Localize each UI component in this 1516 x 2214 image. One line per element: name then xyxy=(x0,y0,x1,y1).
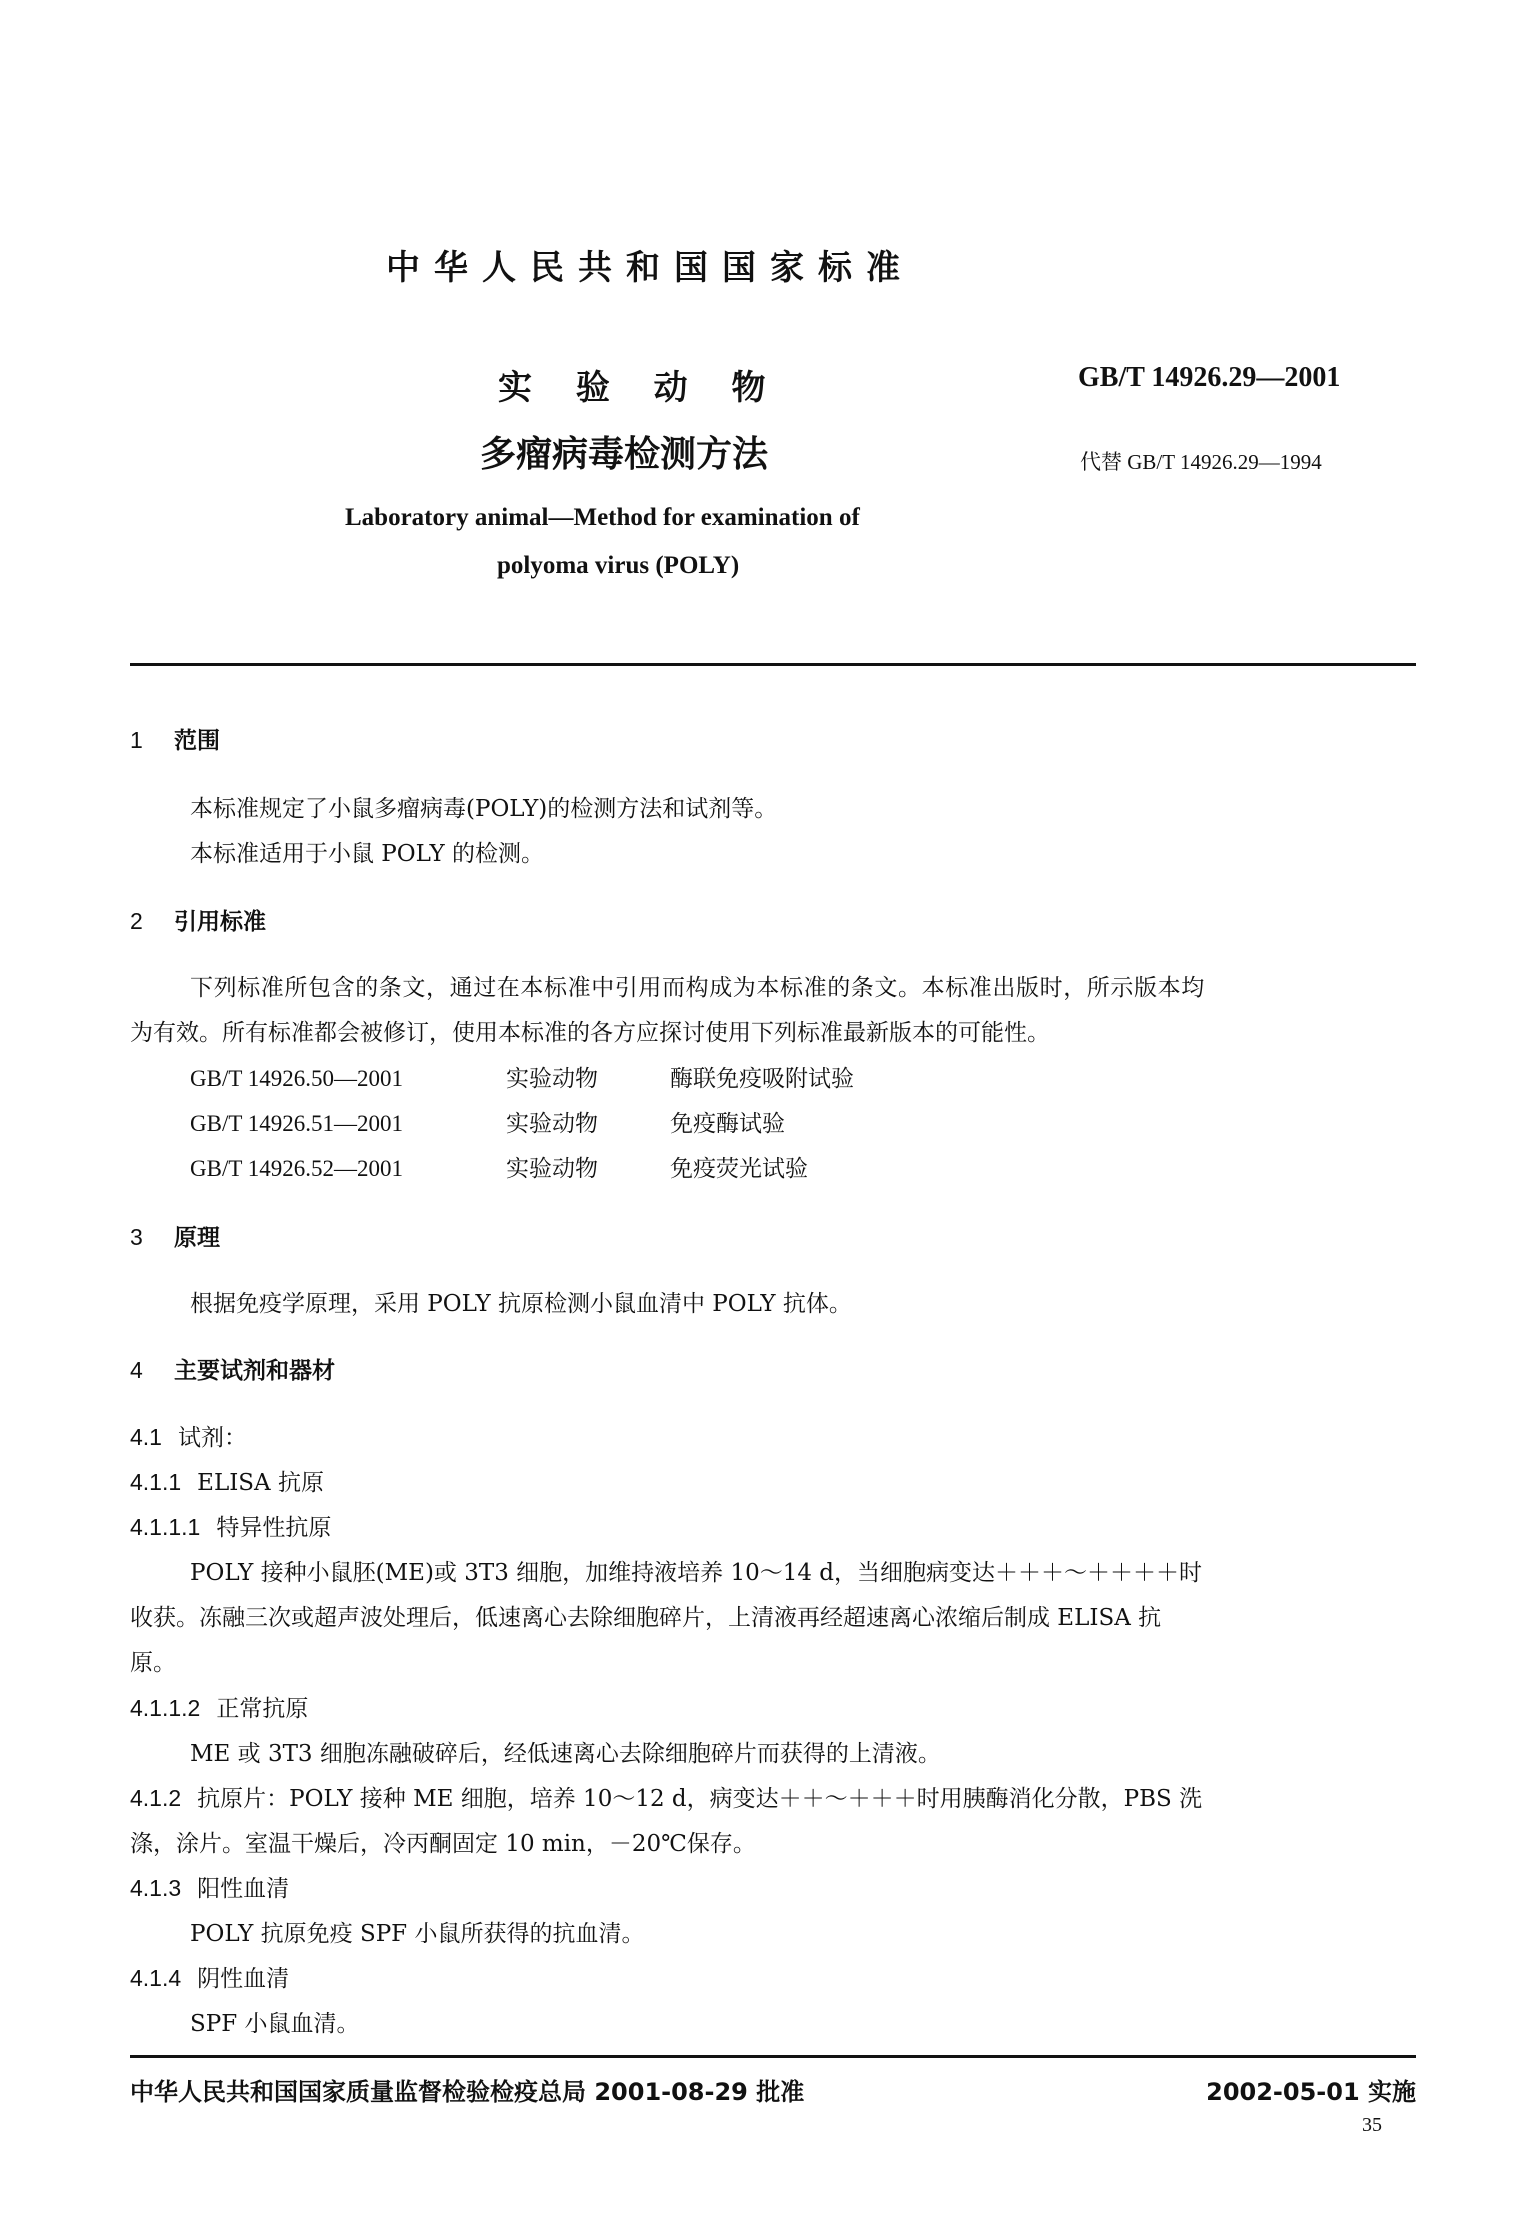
reference-title: 酶联免疫吸附试验 xyxy=(670,1066,854,1092)
clause-text: 抗原片：POLY 接种 ME 细胞，培养 10～12 d，病变达＋＋～＋＋＋时用胰酶消化分散，PBS 洗 xyxy=(197,1786,1203,1812)
page-number: 35 xyxy=(1362,2114,1382,2136)
clause-title: 阳性血清 xyxy=(197,1876,290,1902)
section-3-heading xyxy=(130,1219,220,1252)
standard-title-line1: 实 验 动 物 xyxy=(498,368,782,408)
paragraph: POLY 接种小鼠胚(ME)或 3T3 细胞，加维持液培养 10～14 d，当细胞病变达＋＋＋～＋＋＋＋时 xyxy=(190,1560,1203,1586)
clause-number: 4.1.3 xyxy=(130,1875,182,1901)
clause-4-1-4 xyxy=(130,1960,289,1993)
clause-4-1-2 xyxy=(130,1780,1202,1813)
paragraph: SPF 小鼠血清。 xyxy=(190,2011,360,2037)
paragraph: 本标准适用于小鼠 POLY 的检测。 xyxy=(190,841,544,867)
standard-title-line2: 多瘤病毒检测方法 xyxy=(480,434,769,475)
section-title: 引用标准 xyxy=(174,909,266,935)
standard-code: GB/T 14926.29—2001 xyxy=(1078,362,1341,393)
clause-title: ELISA 抗原 xyxy=(197,1470,324,1496)
english-title-line1: Laboratory animal—Method for examination of xyxy=(345,504,860,531)
paragraph: 为有效。所有标准都会被修订，使用本标准的各方应探讨使用下列标准最新版本的可能性。 xyxy=(130,1020,1050,1046)
clause-4-1-1-1 xyxy=(130,1509,331,1542)
english-title-line2: polyoma virus (POLY) xyxy=(497,552,740,579)
header-divider xyxy=(130,663,1416,666)
section-number: 4 xyxy=(130,1357,143,1383)
clause-number: 4.1.2 xyxy=(130,1785,182,1811)
paragraph: 根据免疫学原理，采用 POLY 抗原检测小鼠血清中 POLY 抗体。 xyxy=(190,1291,852,1317)
reference-title: 免疫荧光试验 xyxy=(670,1156,808,1182)
clause-4-1-3 xyxy=(130,1870,289,1903)
reference-title: 免疫酶试验 xyxy=(670,1111,785,1137)
reference-subject: 实验动物 xyxy=(506,1066,598,1092)
clause-4-1-1 xyxy=(130,1464,324,1497)
section-title: 原理 xyxy=(174,1225,220,1251)
clause-4-1 xyxy=(130,1419,247,1452)
clause-4-1-1-2 xyxy=(130,1690,308,1723)
reference-item xyxy=(190,1060,854,1093)
paragraph: 下列标准所包含的条文，通过在本标准中引用而构成为本标准的条文。本标准出版时，所示版本均 xyxy=(190,975,1205,1001)
reference-subject: 实验动物 xyxy=(506,1156,598,1182)
clause-number: 4.1.1.1 xyxy=(130,1514,201,1540)
section-number: 2 xyxy=(130,908,143,934)
section-number: 3 xyxy=(130,1224,143,1250)
clause-number: 4.1.4 xyxy=(130,1965,182,1991)
clause-title: 正常抗原 xyxy=(216,1696,309,1722)
replaces-standard: 代替 GB/T 14926.29—1994 xyxy=(1080,450,1322,474)
reference-code: GB/T 14926.51—2001 xyxy=(190,1111,403,1136)
clause-title: 特异性抗原 xyxy=(216,1515,332,1541)
clause-title: 阴性血清 xyxy=(197,1966,290,1992)
paragraph: 原。 xyxy=(130,1650,176,1676)
paragraph: ME 或 3T3 细胞冻融破碎后，经低速离心去除细胞碎片而获得的上清液。 xyxy=(190,1741,941,1767)
clause-number: 4.1.1 xyxy=(130,1469,182,1495)
footer-divider xyxy=(130,2055,1416,2058)
paragraph: 本标准规定了小鼠多瘤病毒(POLY)的检测方法和试剂等。 xyxy=(190,796,778,822)
approval-line: 中华人民共和国国家质量监督检验检疫总局 2001-08-29 批准 xyxy=(130,2078,805,2106)
effective-date: 2002-05-01 实施 xyxy=(1206,2078,1416,2106)
clause-number: 4.1 xyxy=(130,1424,162,1450)
national-standard-heading: 中华人民共和国国家标准 xyxy=(386,248,914,288)
section-title: 主要试剂和器材 xyxy=(174,1358,335,1384)
paragraph: POLY 抗原免疫 SPF 小鼠所获得的抗血清。 xyxy=(190,1921,645,1947)
reference-item xyxy=(190,1150,808,1183)
clause-number: 4.1.1.2 xyxy=(130,1695,201,1721)
paragraph: 收获。冻融三次或超声波处理后，低速离心去除细胞碎片，上清液再经超速离心浓缩后制成 ELISA 抗 xyxy=(130,1605,1162,1631)
reference-code: GB/T 14926.52—2001 xyxy=(190,1156,403,1181)
section-title: 范围 xyxy=(174,728,220,754)
reference-item xyxy=(190,1105,785,1138)
reference-subject: 实验动物 xyxy=(506,1111,598,1137)
section-1-heading xyxy=(130,722,220,755)
reference-code: GB/T 14926.50—2001 xyxy=(190,1066,403,1091)
clause-title: 试剂： xyxy=(177,1425,247,1451)
section-2-heading xyxy=(130,903,266,936)
section-4-heading xyxy=(130,1352,335,1385)
section-number: 1 xyxy=(130,727,143,753)
paragraph: 涤，涂片。室温干燥后，冷丙酮固定 10 min，－20℃保存。 xyxy=(130,1831,756,1857)
